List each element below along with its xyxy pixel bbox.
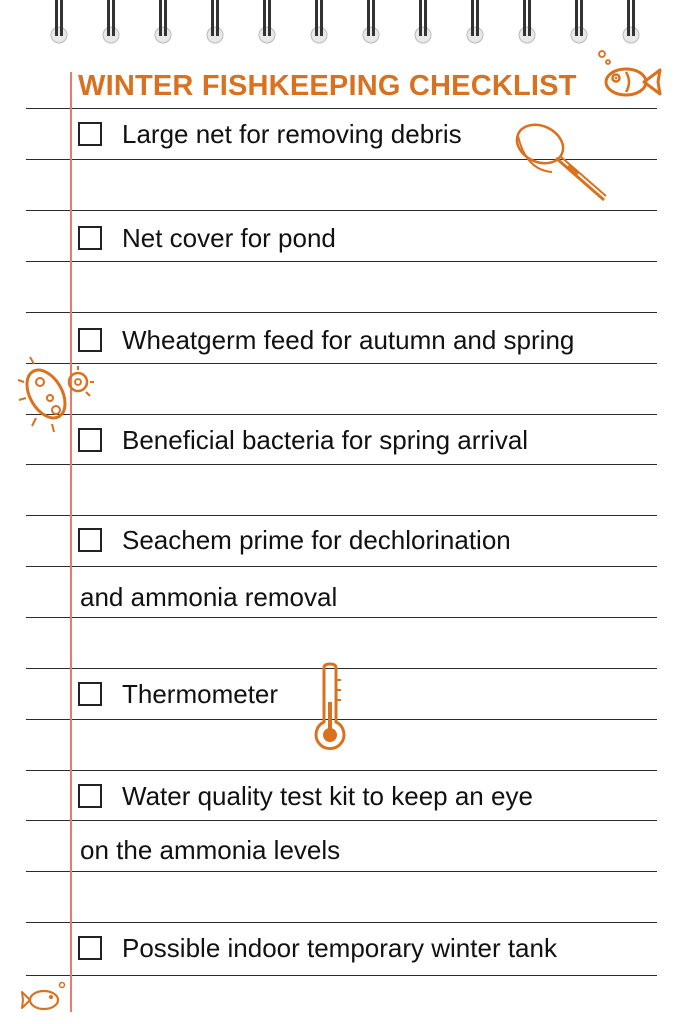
- checklist-item[interactable]: [78, 678, 278, 710]
- binding-ring: [412, 0, 434, 46]
- checklist-item-label: Large net for removing debris: [122, 118, 462, 149]
- checklist-item-continuation: and ammonia removal: [80, 582, 338, 612]
- fish-icon: [596, 48, 666, 108]
- checkbox[interactable]: [78, 328, 102, 352]
- ruled-line: [26, 820, 657, 821]
- ruled-line: [26, 922, 657, 923]
- ruled-line: [26, 312, 657, 313]
- checklist-item[interactable]: [78, 118, 462, 150]
- binding-ring: [308, 0, 330, 46]
- ruled-line: [26, 770, 657, 771]
- ruled-line: [26, 617, 657, 618]
- checklist-item-label: Beneficial bacteria for spring arrival: [122, 424, 529, 455]
- checklist-item[interactable]: [78, 324, 574, 356]
- binding-ring: [100, 0, 122, 46]
- checklist-item-label: Seachem prime for dechlorination: [122, 524, 511, 555]
- ruled-line: [26, 363, 657, 364]
- checkbox[interactable]: [78, 528, 102, 552]
- binding-ring: [256, 0, 278, 46]
- binding-ring: [152, 0, 174, 46]
- checkbox[interactable]: [78, 226, 102, 250]
- binding-ring: [204, 0, 226, 46]
- binding-ring: [464, 0, 486, 46]
- ruled-line: [26, 566, 657, 567]
- page-title: WINTER FISHKEEPING CHECKLIST: [78, 70, 577, 102]
- checklist-item[interactable]: [78, 222, 336, 254]
- ruled-line: [26, 210, 657, 211]
- checklist-item-label: Thermometer: [122, 678, 279, 709]
- margin-line: [70, 72, 72, 1012]
- ruled-line: [26, 515, 657, 516]
- checklist-item[interactable]: [78, 780, 533, 812]
- binding-ring: [360, 0, 382, 46]
- net-icon: [508, 112, 612, 204]
- binding-ring: [48, 0, 70, 46]
- checkbox[interactable]: [78, 682, 102, 706]
- checklist-item-continuation: on the ammonia levels: [80, 835, 341, 865]
- checkbox[interactable]: [78, 784, 102, 808]
- binding-ring: [516, 0, 538, 46]
- checklist-item-label: Wheatgerm feed for autumn and spring: [122, 324, 575, 355]
- checklist-item[interactable]: [78, 932, 557, 964]
- binding-ring: [620, 0, 642, 46]
- ruled-line: [26, 414, 657, 415]
- ruled-line: [26, 464, 657, 465]
- checklist-item-label: Water quality test kit to keep an eye: [122, 780, 533, 811]
- checklist-item-label: Net cover for pond: [122, 222, 336, 253]
- checklist-item[interactable]: [78, 524, 511, 556]
- checklist-item[interactable]: [78, 424, 528, 456]
- checkbox[interactable]: [78, 122, 102, 146]
- ruled-line: [26, 975, 657, 976]
- ruled-line: [26, 108, 657, 109]
- thermometer-icon: [310, 662, 350, 754]
- binding-ring: [568, 0, 590, 46]
- small-fish-icon: [20, 980, 70, 1016]
- checkbox[interactable]: [78, 936, 102, 960]
- checklist-item-label: Possible indoor temporary winter tank: [122, 932, 557, 963]
- checkbox[interactable]: [78, 428, 102, 452]
- ruled-line: [26, 871, 657, 872]
- ruled-line: [26, 261, 657, 262]
